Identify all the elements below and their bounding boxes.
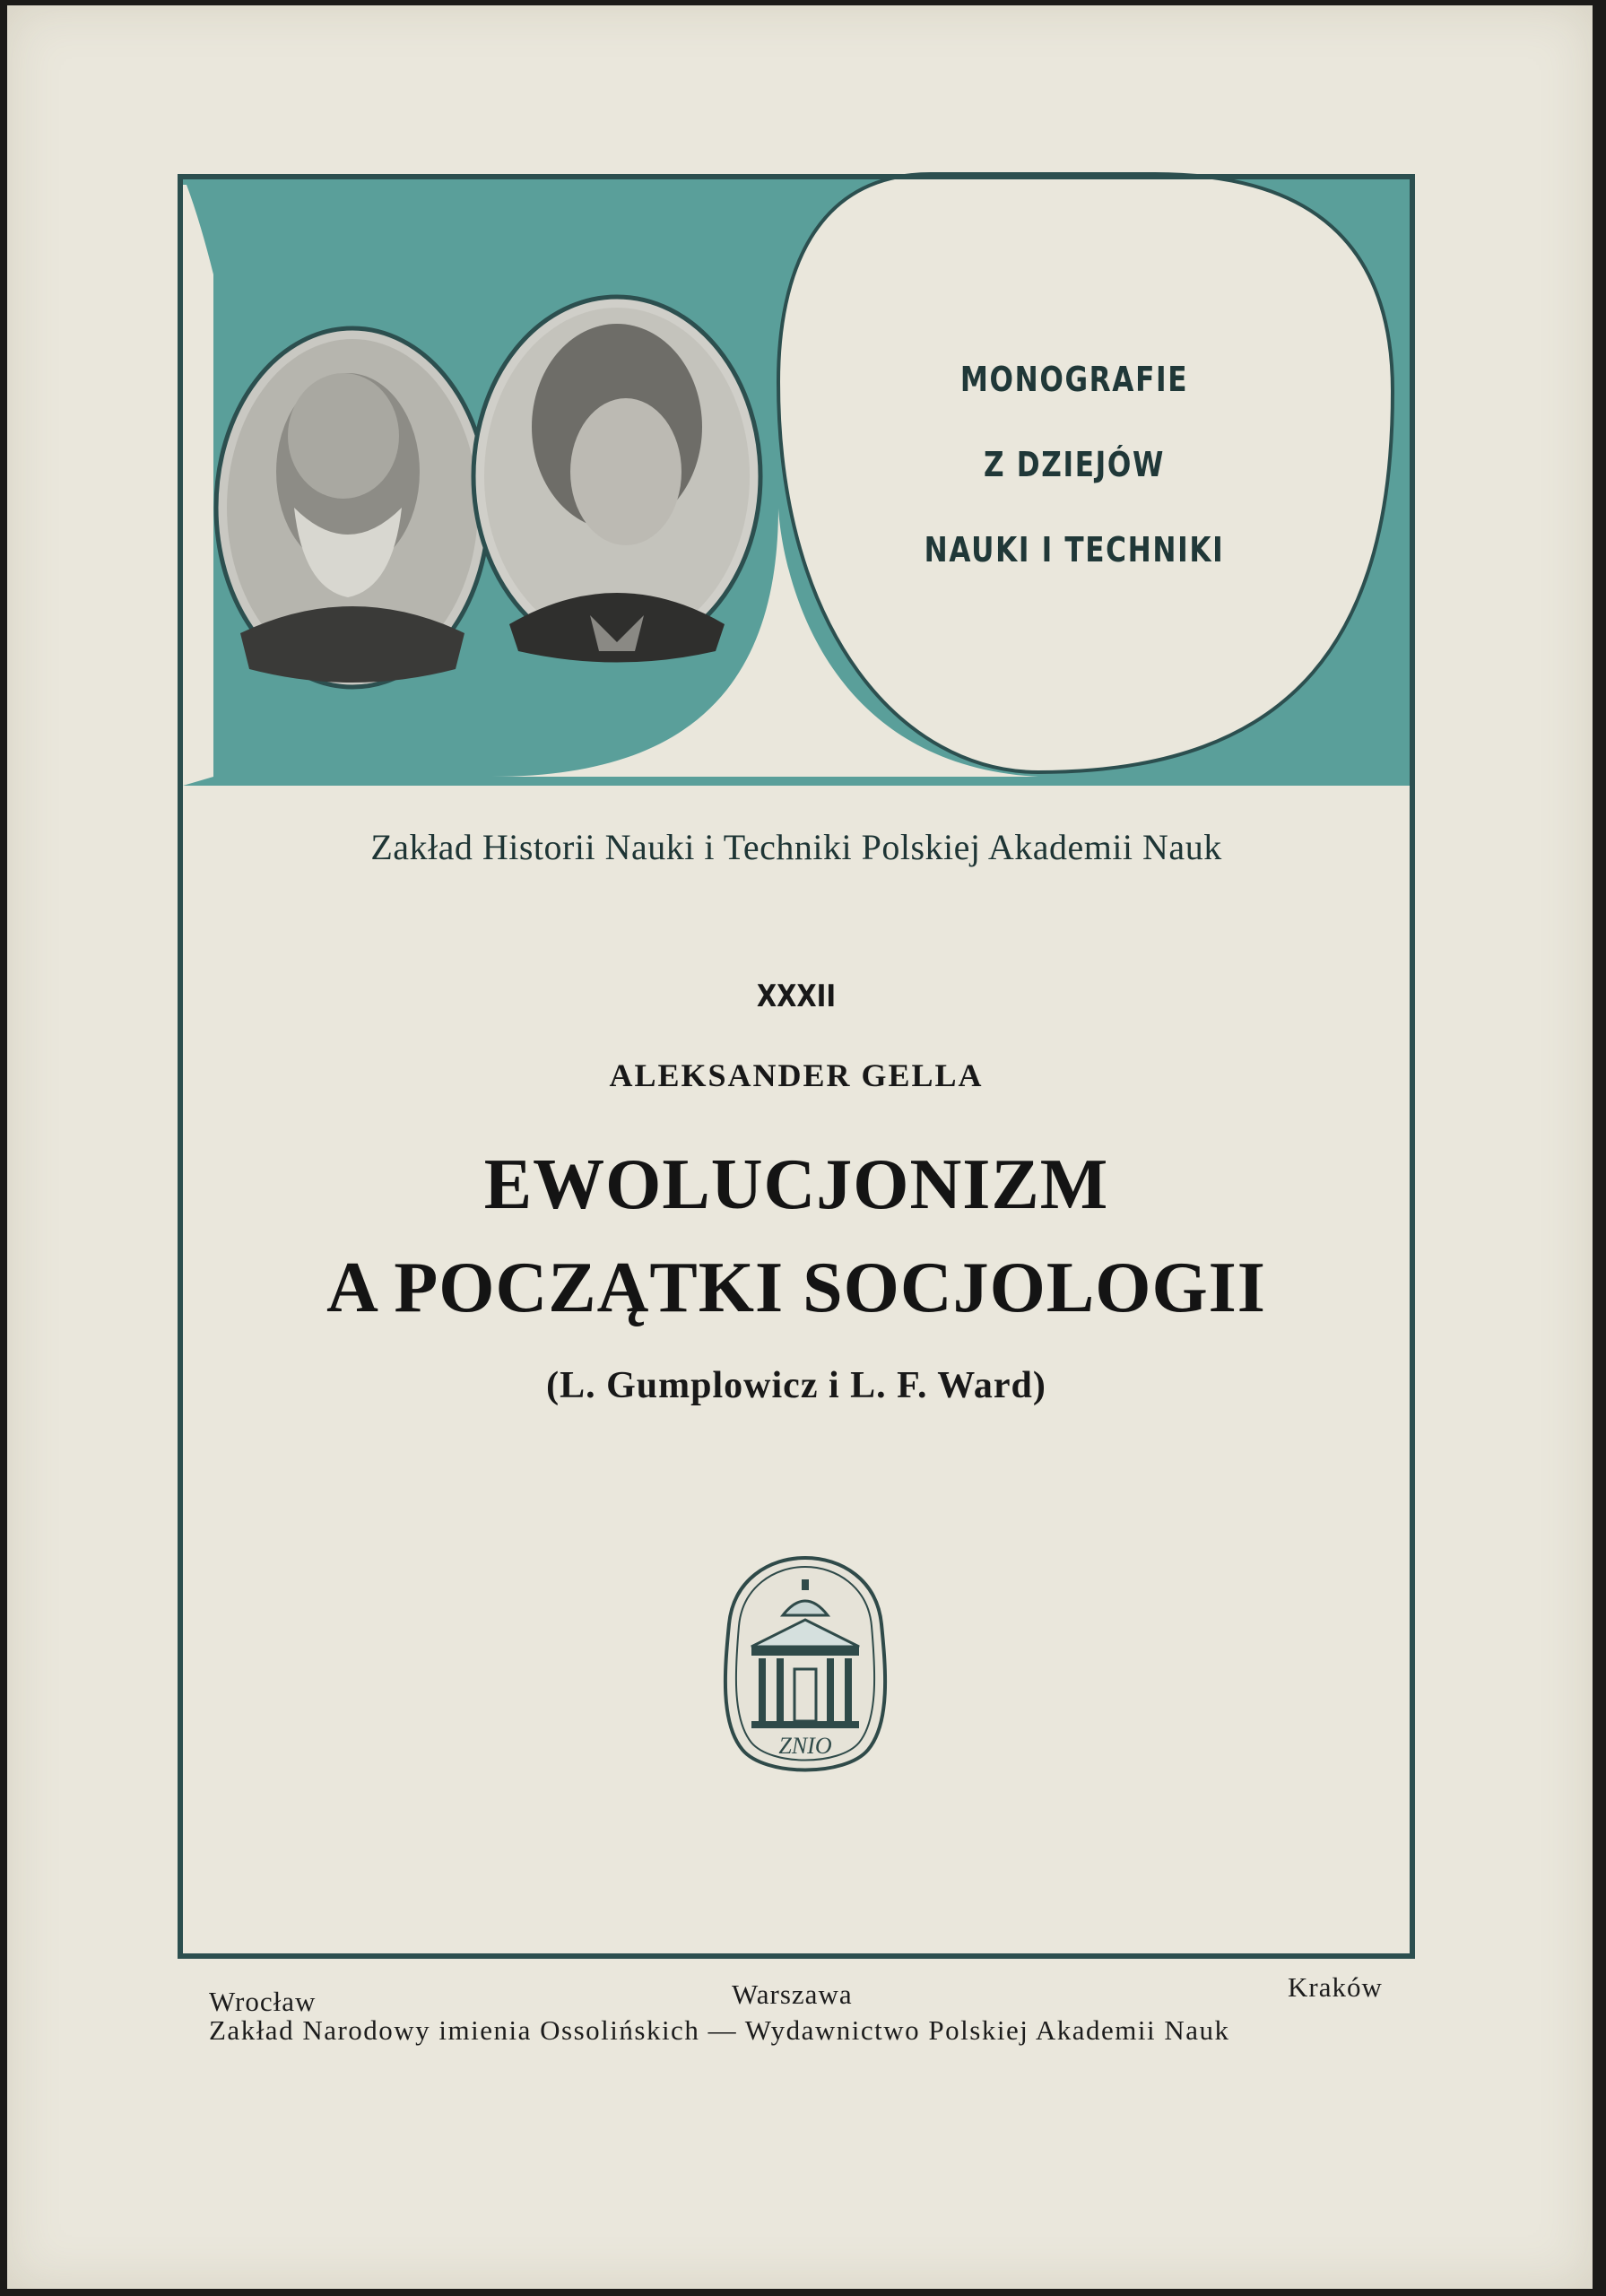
book-title-line-2: A POCZĄTKI SOCJOLOGII	[326, 1248, 1266, 1327]
publisher-city-krakow: Kraków	[1288, 1971, 1383, 2003]
publisher-line: Zakład Narodowy imienia Ossolińskich — Wydawnictwo Polskiej Akademii Nauk	[209, 2014, 1230, 2046]
institution-name: Zakład Historii Nauki i Techniki Polskiej Akademii Nauk	[370, 827, 1222, 867]
series-title-line-2: Z DZIEJÓW	[983, 445, 1166, 484]
publisher-emblem	[716, 1552, 895, 1786]
series-title-line-1: MONOGRAFIE	[959, 360, 1189, 399]
book-cover	[7, 5, 1593, 2289]
author-name: ALEKSANDER GELLA	[609, 1057, 984, 1093]
emblem-initials: ZNIO	[778, 1733, 832, 1759]
book-title-line-1: EWOLUCJONIZM	[483, 1145, 1109, 1224]
book-subtitle: (L. Gumplowicz i L. F. Ward)	[546, 1365, 1046, 1406]
publisher-city-warszawa: Warszawa	[732, 1979, 853, 2010]
volume-number: XXXII	[756, 978, 837, 1014]
publisher-city-wroclaw: Wrocław	[209, 1986, 317, 2017]
series-title-line-3: NAUKI I TECHNIKI	[924, 530, 1225, 570]
